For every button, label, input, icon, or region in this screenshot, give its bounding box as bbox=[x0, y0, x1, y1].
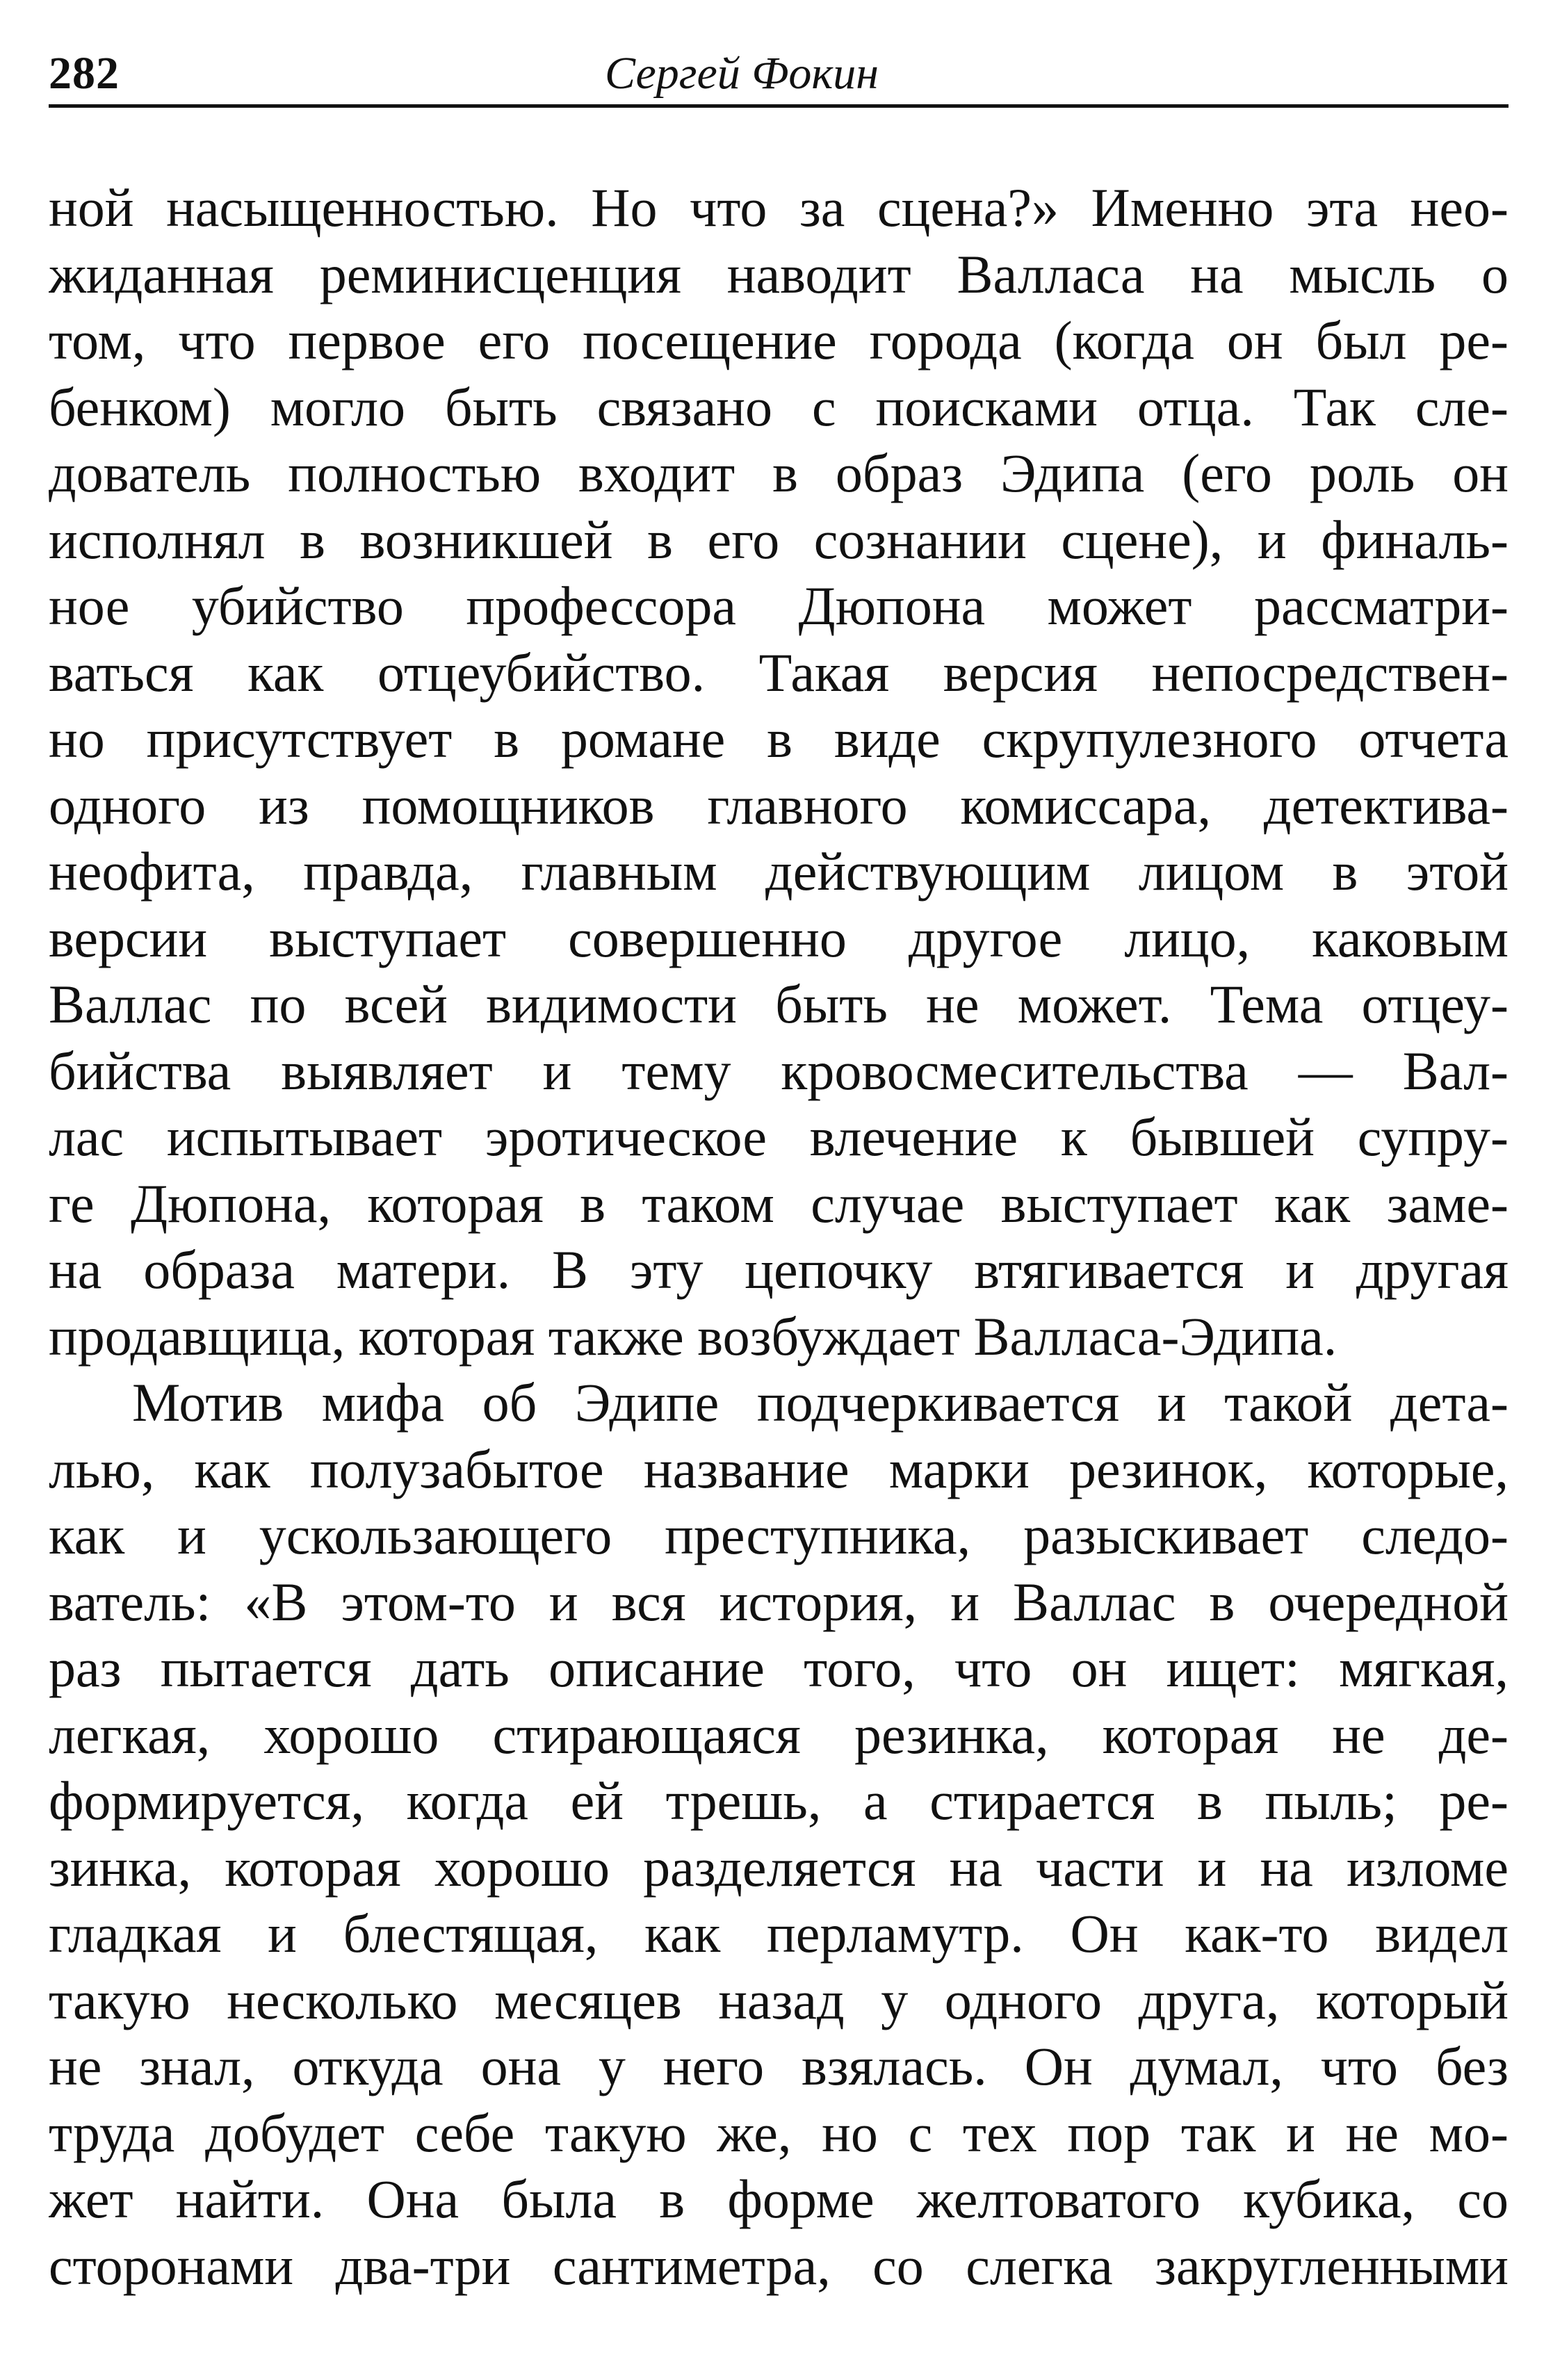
text-line: неофита, правда, главным действующим лицом в этой bbox=[49, 841, 1509, 902]
page-number: 282 bbox=[49, 48, 120, 99]
text-line: ватель: «В этом-то и вся история, и Валлас в очередной bbox=[49, 1571, 1509, 1632]
text-line: такую несколько месяцев назад у одного друга, который bbox=[49, 1969, 1509, 2030]
text-line: бенком) могло быть связано с поисками отца. Так сле- bbox=[49, 376, 1509, 437]
text-line: бийства выявляет и тему кровосмесительства — Вал- bbox=[49, 1040, 1509, 1101]
text-line: продавщица, которая также возбуждает Валласа-Эдипа. bbox=[49, 1305, 1337, 1367]
text-line: труда добудет себе такую же, но с тех пор так и не мо- bbox=[49, 2102, 1509, 2163]
text-line: на образа матери. В эту цепочку втягивается и другая bbox=[49, 1239, 1509, 1300]
text-line: зинка, которая хорошо разделяется на части и на изломе bbox=[49, 1836, 1509, 1898]
running-title: Сергей Фокин bbox=[605, 48, 879, 99]
text-line: лью, как полузабытое название марки резинок, которые, bbox=[49, 1438, 1509, 1499]
text-line: исполнял в возникшей в его сознании сцене), и финаль- bbox=[49, 509, 1509, 570]
text-line: гладкая и блестящая, как перламутр. Он как-то видел bbox=[49, 1903, 1509, 1964]
text-line: ваться как отцеубийство. Такая версия непосредствен- bbox=[49, 642, 1509, 703]
text-line: формируется, когда ей трешь, а стирается в пыль; ре- bbox=[49, 1770, 1509, 1831]
text-line: дователь полностью входит в образ Эдипа (его роль он bbox=[49, 443, 1509, 503]
text-line: ге Дюпона, которая в таком случае выступает как заме- bbox=[49, 1173, 1509, 1234]
text-line: Валлас по всей видимости быть не может. Тема отцеу- bbox=[49, 974, 1509, 1034]
text-line: Мотив мифа об Эдипе подчеркивается и такой дета- bbox=[132, 1372, 1509, 1433]
text-line: не знал, откуда она у него взялась. Он думал, что без bbox=[49, 2036, 1509, 2096]
text-line: как и ускользающего преступника, разыскивает следо- bbox=[49, 1505, 1509, 1565]
text-line: том, что первое его посещение города (когда он был ре- bbox=[49, 310, 1509, 370]
text-line: легкая, хорошо стирающаяся резинка, которая не де- bbox=[49, 1704, 1509, 1765]
text-line: версии выступает совершенно другое лицо, каковым bbox=[49, 907, 1509, 968]
text-line: жет найти. Она была в форме желтоватого кубика, со bbox=[49, 2169, 1509, 2229]
text-line: жиданная реминисценция наводит Валласа на мысль о bbox=[49, 243, 1509, 304]
text-line: ной насыщенностью. Но что за сцена?» Именно эта нео- bbox=[49, 177, 1509, 238]
text-line: но присутствует в романе в виде скрупулезного отчета bbox=[49, 708, 1509, 769]
text-line: сторонами два-три сантиметра, со слегка закругленными bbox=[49, 2235, 1509, 2296]
body-text bbox=[49, 174, 1509, 2299]
book-page bbox=[49, 42, 1509, 2356]
text-line: лас испытывает эротическое влечение к бывшей супру- bbox=[49, 1107, 1509, 1167]
text-line: одного из помощников главного комиссара, детектива- bbox=[49, 774, 1509, 836]
text-line: раз пытается дать описание того, что он ищет: мягкая, bbox=[49, 1638, 1509, 1698]
running-head bbox=[49, 42, 1509, 108]
text-line: ное убийство профессора Дюпона может рассматри- bbox=[49, 576, 1509, 636]
